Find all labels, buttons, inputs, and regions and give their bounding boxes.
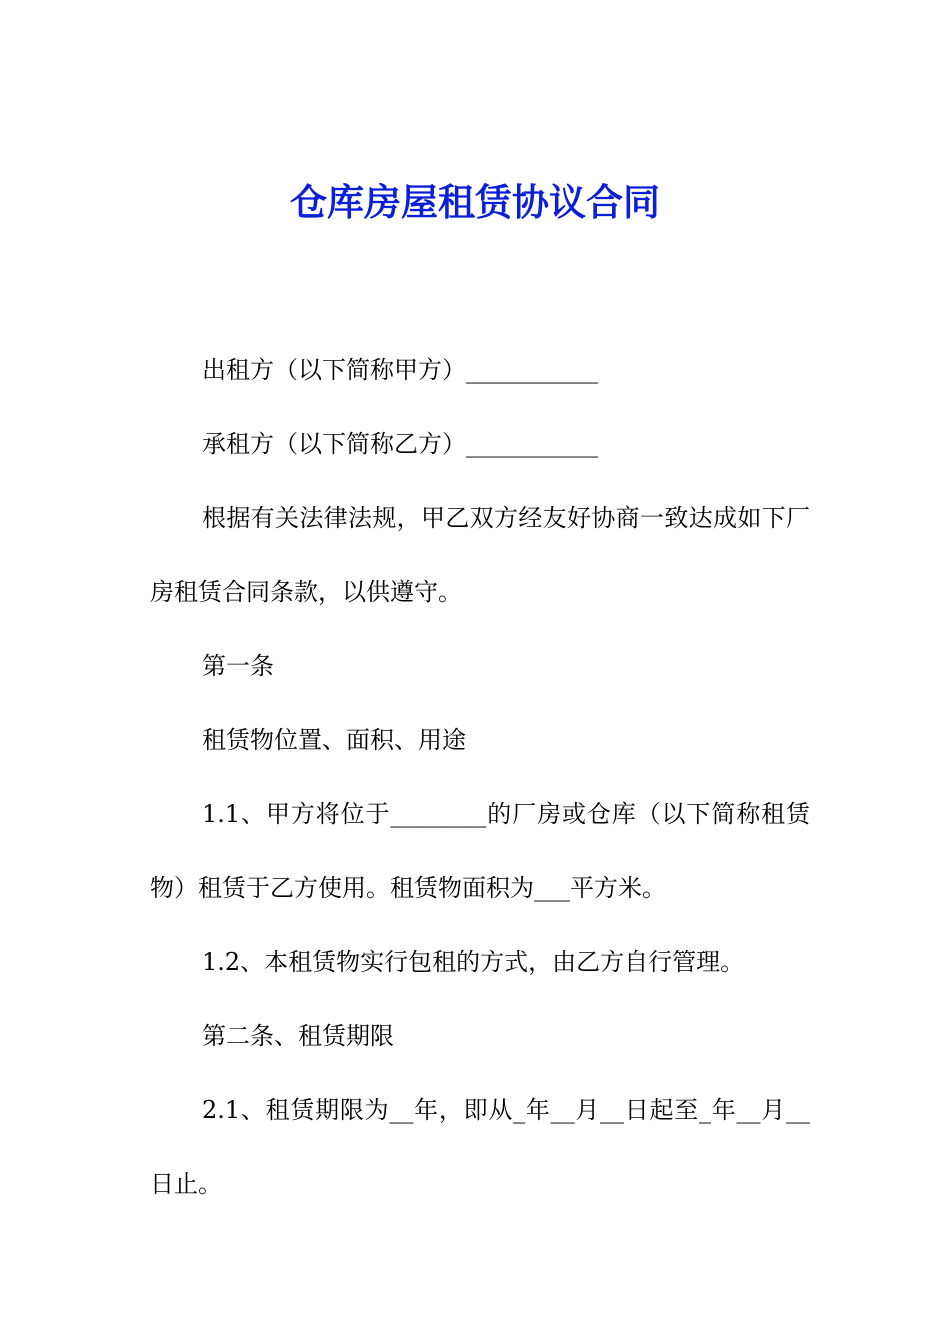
article-1-heading: 第一条 [202, 652, 274, 680]
clause-1-2: 1.2、本租赁物实行包租的方式，由乙方自行管理。 [202, 948, 745, 976]
lessor-line: 出租方（以下简称甲方）___________ [202, 356, 598, 384]
preamble-paragraph: 根据有关法律法规，甲乙双方经友好协商一致达成如下厂房租赁合同条款，以供遵守。 [150, 504, 810, 606]
article-2-heading: 第二条、租赁期限 [202, 1022, 394, 1050]
lessee-line: 承租方（以下简称乙方）___________ [202, 430, 598, 458]
clause-1-1: 1.1、甲方将位于________的厂房或仓库（以下简称租赁物）租赁于乙方使用。租赁物面积为___平方米。 [150, 800, 810, 902]
article-1-subject: 租赁物位置、面积、用途 [202, 726, 466, 754]
document-title: 仓库房屋租赁协议合同 [290, 180, 660, 224]
document-body [150, 333, 810, 1221]
clause-2-1: 2.1、租赁期限为__年，即从_年__月__日起至_年__月__日止。 [150, 1096, 810, 1198]
